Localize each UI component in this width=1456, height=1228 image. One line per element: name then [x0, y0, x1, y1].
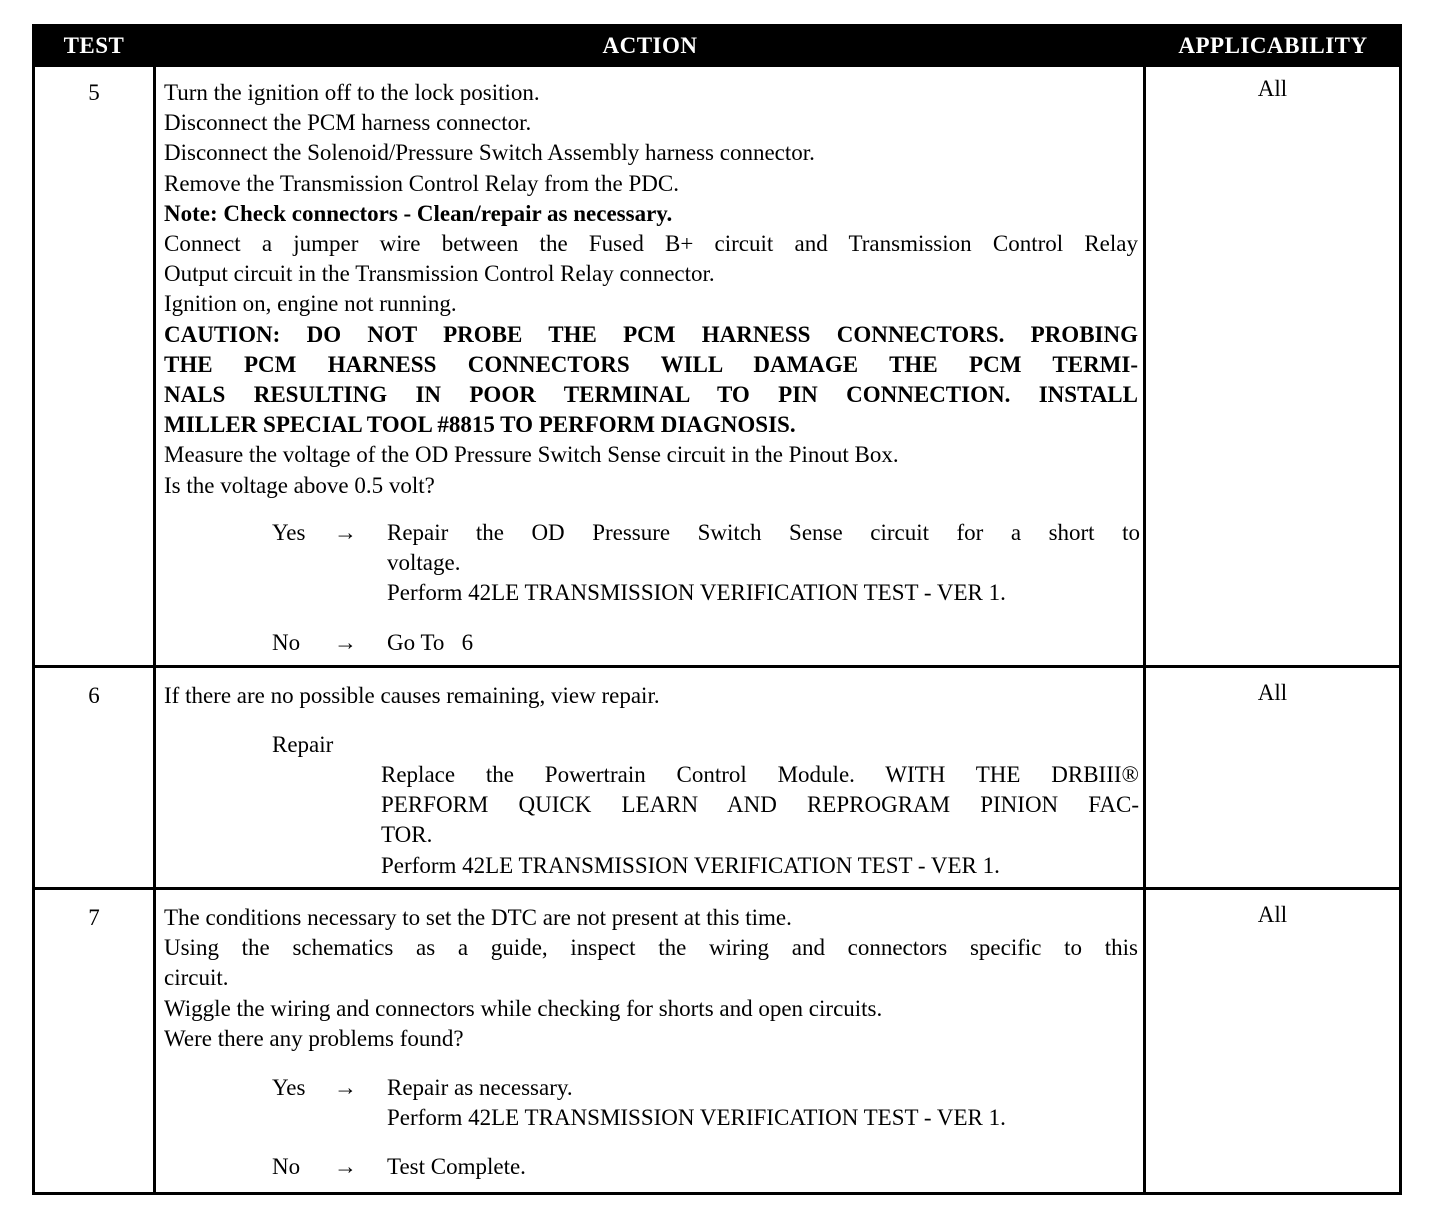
no-result: [387, 1152, 1140, 1182]
no-label: No: [272, 1154, 301, 1179]
header-action: ACTION: [602, 33, 698, 58]
action-line: Using the schematics as a guide, inspect the wiring and connectors specific to this: [164, 935, 1138, 961]
row-divider: [35, 887, 1399, 890]
test-number: 5: [88, 80, 100, 105]
arrow-icon: →: [334, 630, 357, 655]
arrow-icon: →: [334, 1075, 357, 1100]
action-line: Wiggle the wiring and connectors while checking for shorts and open circuits.: [164, 995, 883, 1021]
action-line: If there are no possible causes remaining, view repair.: [164, 683, 660, 708]
applicability-value: All: [1257, 76, 1288, 101]
action-line: Output circuit in the Transmission Control Relay connector.: [164, 261, 715, 287]
result-line: Repair the OD Pressure Switch Sense circuit for a short to: [387, 520, 1140, 545]
action-line: Is the voltage above 0.5 volt?: [164, 472, 435, 498]
action-line: Remove the Transmission Control Relay from the PDC.: [164, 170, 679, 196]
test-7-action: [164, 903, 1138, 1054]
action-line: circuit.: [164, 965, 229, 991]
yes-result: [387, 1073, 1140, 1133]
diagnostic-table: [32, 24, 1402, 1195]
repair-line: PERFORM QUICK LEARN AND REPROGRAM PINION FAC-: [381, 792, 1139, 818]
caution-line: MILLER SPECIAL TOOL #8815 TO PERFORM DIAGNOSIS.: [164, 412, 796, 438]
test-number: 6: [88, 683, 100, 708]
caution-line: CAUTION: DO NOT PROBE THE PCM HARNESS CONNECTORS. PROBING: [164, 321, 1138, 347]
column-divider: [1143, 67, 1146, 1192]
action-line: Disconnect the Solenoid/Pressure Switch Assembly harness connector.: [164, 140, 815, 166]
test-5-action: [164, 78, 1138, 501]
action-line: Ignition on, engine not running.: [164, 291, 457, 317]
action-line: Measure the voltage of the OD Pressure Switch Sense circuit in the Pinout Box.: [164, 442, 899, 468]
header-test: TEST: [63, 33, 125, 58]
repair-line: Perform 42LE TRANSMISSION VERIFICATION TEST - VER 1.: [381, 852, 1000, 878]
action-line: The conditions necessary to set the DTC are not present at this time.: [164, 905, 792, 930]
result-line: voltage.: [387, 550, 461, 576]
applicability-value: All: [1257, 902, 1288, 927]
repair-line: Replace the Powertrain Control Module. WITH THE DRBIII®: [381, 762, 1139, 787]
repair-text: [381, 760, 1139, 881]
test-number: 7: [88, 905, 100, 930]
yes-result: [387, 518, 1140, 609]
test-6-action: [164, 681, 1138, 711]
arrow-icon: →: [334, 520, 357, 545]
action-line: Connect a jumper wire between the Fused B+ circuit and Transmission Control Relay: [164, 231, 1138, 257]
result-line: Perform 42LE TRANSMISSION VERIFICATION TEST - VER 1.: [387, 1105, 1006, 1131]
caution-line: NALS RESULTING IN POOR TERMINAL TO PIN CONNECTION. INSTALL: [164, 382, 1138, 408]
repair-line: TOR.: [381, 822, 433, 848]
caution-line: THE PCM HARNESS CONNECTORS WILL DAMAGE THE PCM TERMI-: [164, 351, 1138, 377]
no-result: [387, 628, 1140, 658]
applicability-value: All: [1257, 680, 1288, 705]
column-divider: [153, 67, 156, 1192]
yes-label: Yes: [272, 1075, 306, 1100]
result-line: Repair as necessary.: [387, 1075, 573, 1100]
header-applicability: APPLICABILITY: [1178, 33, 1368, 58]
note-line: Note: Check connectors - Clean/repair as necessary.: [164, 200, 673, 226]
action-line: Were there any problems found?: [164, 1025, 464, 1051]
action-line: Disconnect the PCM harness connector.: [164, 110, 532, 136]
yes-label: Yes: [272, 520, 306, 545]
table-header: [35, 27, 1399, 67]
result-line: Go To 6: [387, 630, 474, 655]
arrow-icon: →: [334, 1154, 357, 1179]
row-divider: [35, 665, 1399, 668]
repair-label: Repair: [272, 732, 334, 757]
result-line: Test Complete.: [387, 1154, 526, 1179]
no-label: No: [272, 630, 301, 655]
result-line: Perform 42LE TRANSMISSION VERIFICATION TEST - VER 1.: [387, 580, 1006, 606]
action-line: Turn the ignition off to the lock position.: [164, 80, 540, 105]
